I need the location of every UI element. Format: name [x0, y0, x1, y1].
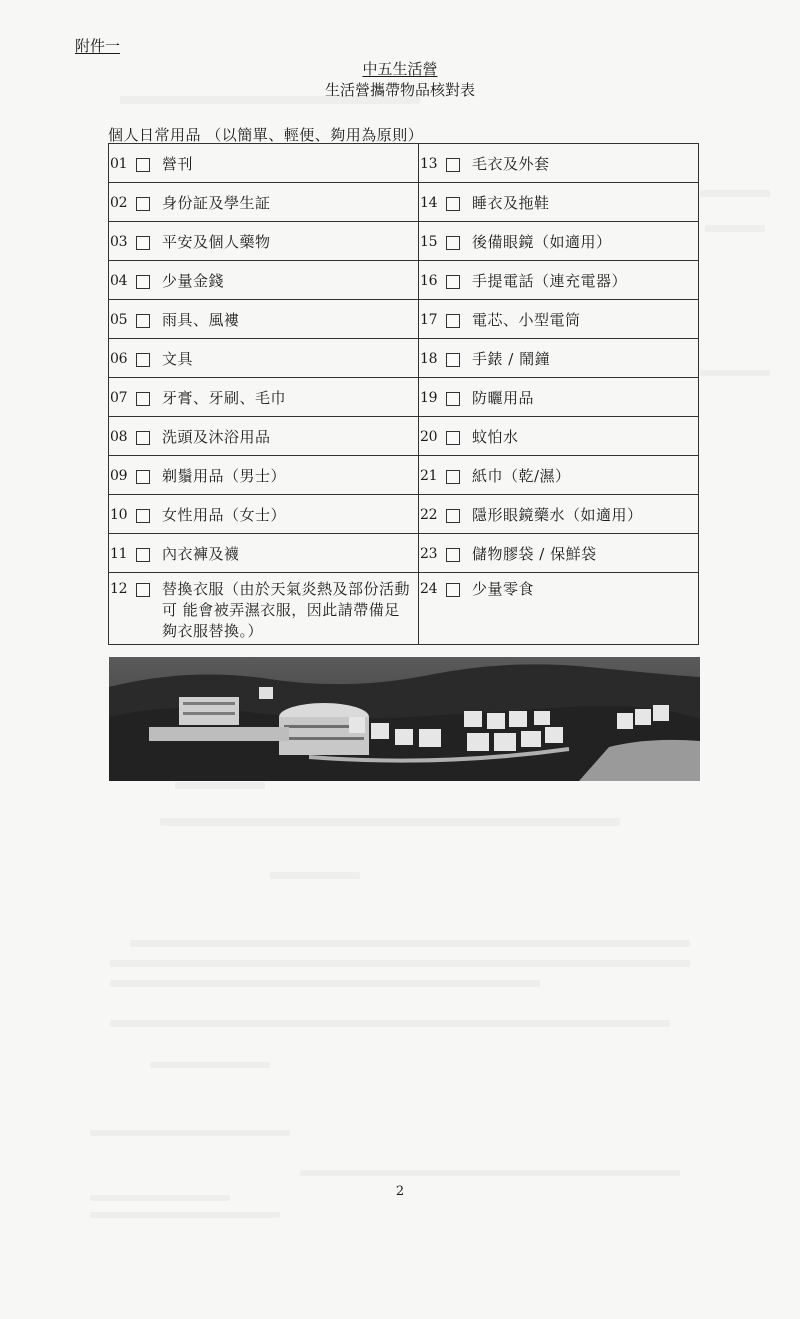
- table-row: [109, 534, 699, 573]
- checklist-item: [419, 222, 698, 253]
- checklist-item: [109, 417, 418, 448]
- item-label: 防曬用品: [472, 389, 535, 407]
- checkbox[interactable]: [136, 353, 150, 367]
- checkbox[interactable]: [136, 431, 150, 445]
- item-label: 內衣褲及襪: [162, 545, 240, 563]
- checklist-item: [419, 261, 698, 292]
- checkbox[interactable]: [136, 275, 150, 289]
- item-number: 11: [110, 546, 128, 562]
- item-label: 隱形眼鏡藥水（如適用）: [472, 506, 643, 524]
- table-row: [109, 417, 699, 456]
- table-row: [109, 300, 699, 339]
- section-heading: 個人日常用品 （以簡單、輕便、夠用為原則）: [108, 126, 424, 144]
- checklist-item: [419, 183, 698, 214]
- item-number: 14: [420, 195, 438, 211]
- page-subtitle: 生活營攜帶物品核對表: [324, 81, 475, 99]
- table-row: [109, 183, 699, 222]
- item-label: 身份証及學生証: [162, 194, 271, 212]
- item-label: 少量金錢: [162, 272, 225, 290]
- item-number: 24: [420, 581, 438, 597]
- item-number: 23: [420, 546, 438, 562]
- checklist-item: [419, 378, 698, 409]
- checklist-item: [419, 495, 698, 526]
- checklist-item: [419, 339, 698, 370]
- item-number: 13: [420, 156, 438, 172]
- checkbox[interactable]: [446, 353, 460, 367]
- checkbox[interactable]: [136, 236, 150, 250]
- checkbox[interactable]: [446, 314, 460, 328]
- item-label: 雨具、風褸: [162, 311, 240, 329]
- checklist-item: [109, 495, 418, 526]
- item-number: 19: [420, 390, 438, 406]
- checklist-item: [109, 300, 418, 331]
- checklist-item: [419, 456, 698, 487]
- checkbox[interactable]: [446, 431, 460, 445]
- checklist-item: [109, 534, 418, 565]
- table-row: [109, 339, 699, 378]
- checkbox[interactable]: [446, 548, 460, 562]
- checkbox[interactable]: [446, 583, 460, 597]
- checklist-item: [419, 417, 698, 448]
- checklist-item: [109, 222, 418, 253]
- checklist-item: [109, 261, 418, 292]
- item-number: 20: [420, 429, 438, 445]
- checkbox[interactable]: [446, 275, 460, 289]
- checkbox[interactable]: [446, 470, 460, 484]
- checklist-item: [109, 339, 418, 370]
- checklist-table: [108, 143, 699, 645]
- item-label: 營刊: [162, 155, 194, 173]
- item-label: 平安及個人藥物: [162, 233, 271, 251]
- item-number: 08: [110, 429, 128, 445]
- table-row: [109, 144, 699, 183]
- item-label: 文具: [162, 350, 194, 368]
- item-label: 手提電話（連充電器）: [472, 272, 628, 290]
- checklist-item: [109, 456, 418, 487]
- item-label: 替換衣服（由於天氣炎熱及部份活動可 能會被弄濕衣服，因此請帶備足夠衣服替換。）: [162, 580, 411, 640]
- item-number: 07: [110, 390, 128, 406]
- item-label: 手錶 / 鬧鐘: [472, 350, 551, 368]
- checklist-item: [109, 378, 418, 409]
- item-number: 06: [110, 351, 128, 367]
- item-number: 09: [110, 468, 128, 484]
- item-number: 21: [420, 468, 438, 484]
- checkbox[interactable]: [136, 583, 150, 597]
- checklist-item: [109, 144, 418, 175]
- item-number: 15: [420, 234, 438, 250]
- item-number: 01: [110, 156, 128, 172]
- table-row: [109, 456, 699, 495]
- checkbox[interactable]: [136, 470, 150, 484]
- checklist-item: [109, 183, 418, 214]
- item-number: 10: [110, 507, 128, 523]
- campsite-photo: [109, 657, 700, 781]
- checklist-item: [419, 144, 698, 175]
- item-number: 22: [420, 507, 438, 523]
- checkbox[interactable]: [136, 548, 150, 562]
- table-row: [109, 495, 699, 534]
- checkbox[interactable]: [136, 158, 150, 172]
- checkbox[interactable]: [136, 197, 150, 211]
- table-row: [109, 573, 699, 645]
- page-number: 2: [395, 1184, 405, 1199]
- item-label: 儲物膠袋 / 保鮮袋: [472, 545, 597, 563]
- item-number: 03: [110, 234, 128, 250]
- table-row: [109, 378, 699, 417]
- checkbox[interactable]: [136, 314, 150, 328]
- checkbox[interactable]: [136, 392, 150, 406]
- item-number: 17: [420, 312, 438, 328]
- checkbox[interactable]: [446, 509, 460, 523]
- item-label: 睡衣及拖鞋: [472, 194, 550, 212]
- item-label: 蚊怕水: [472, 428, 519, 446]
- item-label: 洗頭及沐浴用品: [162, 428, 271, 446]
- item-number: 18: [420, 351, 438, 367]
- campsite-illustration: [109, 657, 700, 781]
- table-row: [109, 261, 699, 300]
- item-label: 少量零食: [472, 580, 535, 598]
- checklist-item: [419, 534, 698, 565]
- checklist-item: [419, 573, 698, 600]
- table-row: [109, 222, 699, 261]
- item-label: 紙巾（乾/濕）: [472, 467, 571, 485]
- checkbox[interactable]: [446, 392, 460, 406]
- item-number: 04: [110, 273, 128, 289]
- page-title: 中五生活營: [362, 60, 438, 78]
- item-label: 剃鬚用品（男士）: [162, 467, 287, 485]
- item-number: 16: [420, 273, 438, 289]
- checklist-item: [109, 573, 418, 642]
- item-number: 02: [110, 195, 128, 211]
- item-number: 12: [110, 581, 128, 597]
- item-label: 後備眼鏡（如適用）: [472, 233, 612, 251]
- checkbox[interactable]: [446, 158, 460, 172]
- checklist-item: [419, 300, 698, 331]
- checkbox[interactable]: [446, 197, 460, 211]
- item-label: 電芯、小型電筒: [472, 311, 581, 329]
- checkbox[interactable]: [136, 509, 150, 523]
- checkbox[interactable]: [446, 236, 460, 250]
- item-label: 牙膏、牙刷、毛巾: [162, 389, 287, 407]
- annex-label: 附件一: [75, 37, 121, 55]
- item-label: 女性用品（女士）: [162, 506, 287, 524]
- item-label: 毛衣及外套: [472, 155, 550, 173]
- item-number: 05: [110, 312, 128, 328]
